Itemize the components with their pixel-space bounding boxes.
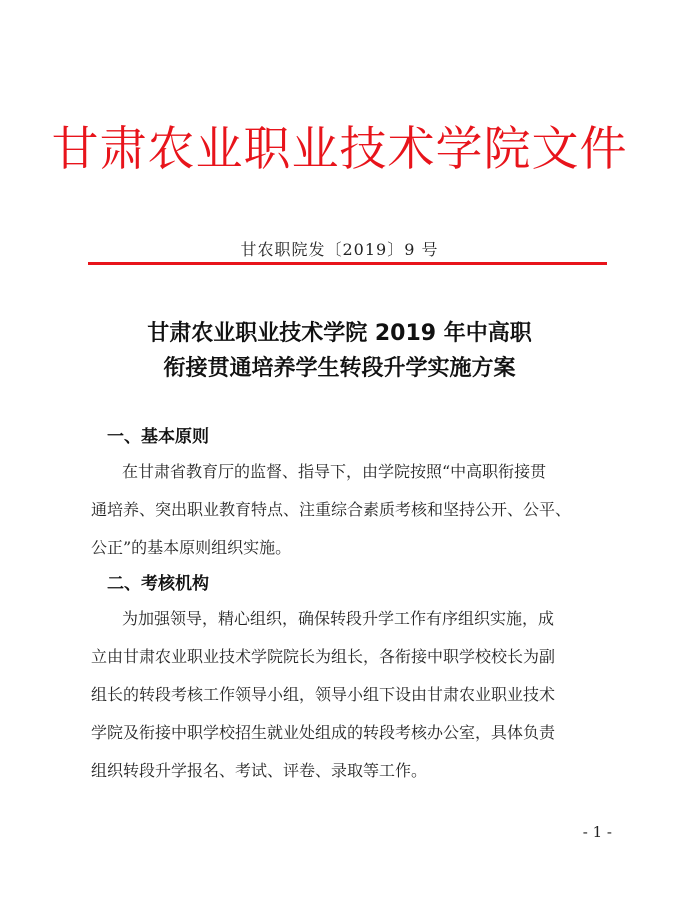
main-title-line-2: 衔接贯通培养学生转段升学实施方案 xyxy=(163,356,516,381)
paragraph-line: 学院及衔接中职学校招生就业处组成的转段考核办公室，具体负责 xyxy=(91,723,556,742)
paragraph-line: 组长的转段考核工作领导小组，领导小组下设由甘肃农业职业技术 xyxy=(91,685,556,704)
paragraph-line: 组织转段升学报名、考试、评卷、录取等工作。 xyxy=(91,761,428,780)
section-heading-assessment-body: 二、考核机构 xyxy=(107,574,209,594)
paragraph-line: 通培养、突出职业教育特点、注重综合素质考核和坚持公开、公平、 xyxy=(91,500,572,519)
paragraph-line: 在甘肃省教育厅的监督、指导下，由学院按照“中高职衔接贯 xyxy=(122,462,547,481)
section-heading-basic-principles: 一、基本原则 xyxy=(107,427,209,447)
red-divider-line xyxy=(88,262,607,265)
paragraph-line: 为加强领导，精心组织，确保转段升学工作有序组织实施，成 xyxy=(122,609,555,628)
paragraph-line: 公正”的基本原则组织实施。 xyxy=(91,538,292,557)
page-number: - 1 - xyxy=(582,823,612,841)
document-header-title: 甘肃农业职业技术学院文件 xyxy=(51,122,628,177)
paragraph-line: 立由甘肃农业职业技术学院院长为组长，各衔接中职学校校长为副 xyxy=(91,647,556,666)
document-number: 甘农职院发〔2019〕9 号 xyxy=(240,240,439,259)
main-title-line-1: 甘肃农业职业技术学院 2019 年中高职 xyxy=(147,321,532,346)
